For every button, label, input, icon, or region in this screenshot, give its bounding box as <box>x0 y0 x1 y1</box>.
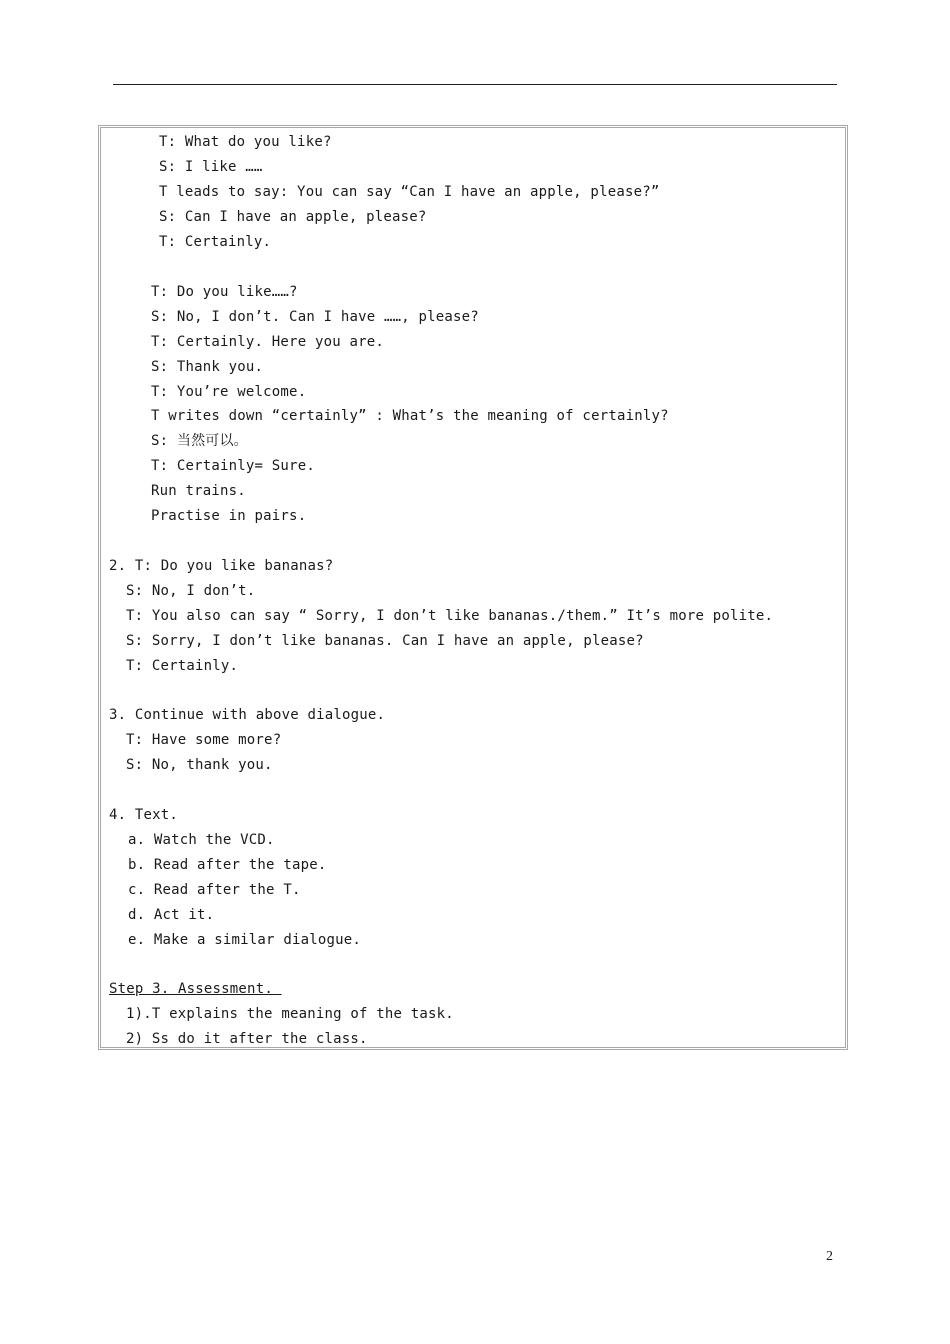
dialogue-line: T: Have some more? <box>126 732 282 748</box>
dialogue-line: T: You’re welcome. <box>151 384 307 400</box>
dialogue-line: S: No, I don’t. Can I have ……, please? <box>151 309 479 325</box>
dialogue-line: T writes down “certainly” : What’s the meaning of certainly? <box>151 408 669 424</box>
dialogue-line: T: Certainly= Sure. <box>151 458 315 474</box>
dialogue-line: T: Certainly. <box>126 658 239 674</box>
dialogue-line: T: You also can say “ Sorry, I don’t like bananas./them.” It’s more polite. <box>126 608 774 624</box>
header-rule <box>113 84 837 85</box>
list-item: 1).T explains the meaning of the task. <box>126 1006 454 1022</box>
item-heading: 2. T: Do you like bananas? <box>109 558 334 574</box>
page-number: 2 <box>826 1249 833 1264</box>
list-item: e. Make a similar dialogue. <box>128 932 361 948</box>
item-heading: 4. Text. <box>109 807 179 823</box>
dialogue-line: S: No, I don’t. <box>126 583 256 599</box>
list-item: c. Read after the T. <box>128 882 301 898</box>
dialogue-line: T: Certainly. Here you are. <box>151 334 384 350</box>
list-item: d. Act it. <box>128 907 215 923</box>
list-item: a. Watch the VCD. <box>128 832 275 848</box>
dialogue-line: S: Sorry, I don’t like bananas. Can I have an apple, please? <box>126 633 644 649</box>
dialogue-line: T: Certainly. <box>159 234 272 250</box>
dialogue-line: T leads to say: You can say “Can I have an apple, please?” <box>159 184 660 200</box>
item-heading: 3. Continue with above dialogue. <box>109 707 386 723</box>
dialogue-line: S: I like …… <box>159 159 263 175</box>
list-item: b. Read after the tape. <box>128 857 327 873</box>
dialogue-line: S: No, thank you. <box>126 757 273 773</box>
step-heading: Step 3. Assessment. <box>109 981 282 997</box>
dialogue-line: T: What do you like? <box>159 134 332 150</box>
dialogue-line: Run trains. <box>151 483 246 499</box>
list-item: 2) Ss do it after the class. <box>126 1031 368 1047</box>
dialogue-line: Practise in pairs. <box>151 508 307 524</box>
dialogue-line: S: Can I have an apple, please? <box>159 209 427 225</box>
dialogue-line: S: 当然可以。 <box>151 433 248 449</box>
dialogue-line: S: Thank you. <box>151 359 264 375</box>
dialogue-line: T: Do you like……? <box>151 284 298 300</box>
